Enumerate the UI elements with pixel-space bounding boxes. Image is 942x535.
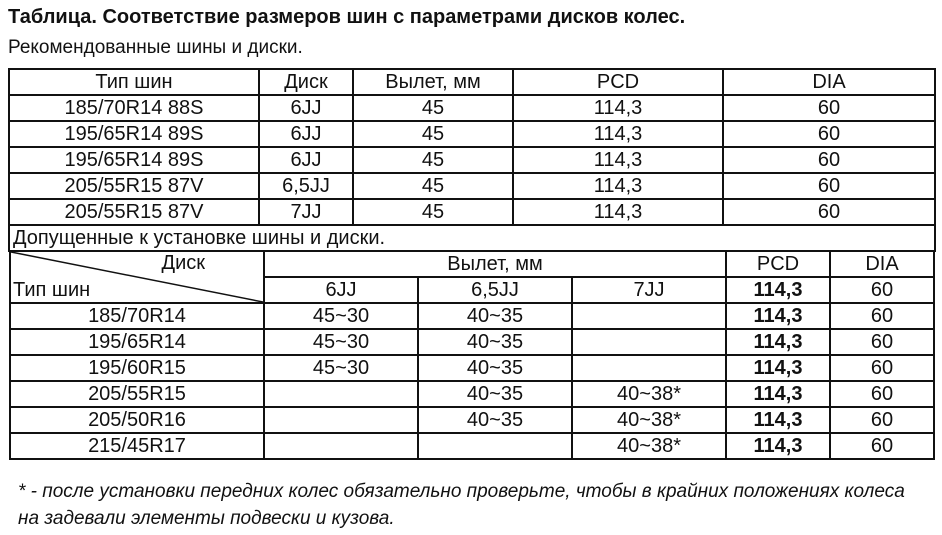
corner-disc-label: Диск [161,252,205,274]
table-cell: 6JJ [259,147,353,173]
offset-header: Вылет, мм [264,251,726,277]
table-cell: 60 [723,95,935,121]
table-cell [572,329,726,355]
page-subtitle: Рекомендованные шины и диски. [8,37,303,58]
table-cell: 60 [723,121,935,147]
section-title: Допущенные к установке шины и диски. [9,225,935,251]
dia-header: DIA [830,251,934,277]
table-cell [264,433,418,459]
table-cell: 60 [723,147,935,173]
table-cell: 60 [723,173,935,199]
table-cell: 60 [723,199,935,225]
table-cell: 40~35 [418,381,572,407]
table-cell: 205/55R15 [10,381,264,407]
table-cell: 60 [830,303,934,329]
table-cell: 114,3 [726,433,830,459]
column-header: Диск [259,69,353,95]
table-cell: 40~38* [572,407,726,433]
table-cell: 195/65R14 89S [9,121,259,147]
table-cell: 7JJ [259,199,353,225]
table-cell: 114,3 [726,355,830,381]
allowed-table-wrapper [9,251,935,460]
table-cell: 40~35 [418,355,572,381]
table-cell: 40~38* [572,381,726,407]
table-cell: 195/60R15 [10,355,264,381]
table-cell: 185/70R14 88S [9,95,259,121]
table-cell: 45 [353,121,513,147]
column-header: DIA [723,69,935,95]
table-row [10,381,934,407]
pcd-value: 114,3 [726,277,830,303]
table-cell: 195/65R14 [10,329,264,355]
table-row [10,355,934,381]
table-cell [264,381,418,407]
table-row [9,173,935,199]
table-cell: 205/50R16 [10,407,264,433]
table-row [9,199,935,225]
table-cell: 114,3 [726,303,830,329]
table-cell: 215/45R17 [10,433,264,459]
table-cell: 45~30 [264,329,418,355]
table-cell: 114,3 [726,407,830,433]
table-cell: 60 [830,433,934,459]
table-cell: 114,3 [726,329,830,355]
column-header: Вылет, мм [353,69,513,95]
table-cell: 205/55R15 87V [9,173,259,199]
table-cell [264,407,418,433]
disc-size-header: 6JJ [264,277,418,303]
disc-size-header: 6,5JJ [418,277,572,303]
section-row [9,225,935,251]
table-cell: 6JJ [259,121,353,147]
header-row [9,69,935,95]
disc-size-header: 7JJ [572,277,726,303]
footnote: * - после установки передних колес обязательно проверьте, чтобы в крайних положениях колеса на задевали элементы подвески и кузова. [18,481,905,529]
pcd-header: PCD [726,251,830,277]
table-row [10,303,934,329]
table-cell: 60 [830,329,934,355]
table-cell: 6JJ [259,95,353,121]
table-cell [572,355,726,381]
table-cell: 114,3 [513,199,723,225]
column-header: Тип шин [9,69,259,95]
dia-value: 60 [830,277,934,303]
diagonal-header-cell [10,251,264,303]
table-cell: 205/55R15 87V [9,199,259,225]
allowed-table [9,251,935,460]
table-cell: 114,3 [726,381,830,407]
table-cell: 114,3 [513,121,723,147]
table-row [10,433,934,459]
table-row [10,329,934,355]
column-header: PCD [513,69,723,95]
allowed-wrapper-row [9,251,935,460]
table-cell: 114,3 [513,147,723,173]
table-cell: 60 [830,381,934,407]
table-cell: 185/70R14 [10,303,264,329]
corner-tire-label: Тип шин [13,279,91,301]
table-cell: 45 [353,147,513,173]
table-cell [572,303,726,329]
table-row [9,147,935,173]
table-cell: 40~35 [418,303,572,329]
table-cell: 114,3 [513,173,723,199]
allowed-header-row [10,251,934,277]
table-cell: 40~38* [572,433,726,459]
table-row [9,121,935,147]
table-cell: 60 [830,355,934,381]
table-row [10,407,934,433]
table-cell: 195/65R14 89S [9,147,259,173]
table-cell: 6,5JJ [259,173,353,199]
table-cell: 45 [353,173,513,199]
page-title: Таблица. Соответствие размеров шин с параметрами дисков колес. [8,6,686,28]
table-cell: 40~35 [418,329,572,355]
table-cell: 45~30 [264,303,418,329]
table-row [9,95,935,121]
table-cell: 60 [830,407,934,433]
table-cell: 45 [353,199,513,225]
table-cell [418,433,572,459]
tire-disc-table [8,68,936,460]
table-cell: 45 [353,95,513,121]
table-cell: 114,3 [513,95,723,121]
table-cell: 45~30 [264,355,418,381]
table-cell: 40~35 [418,407,572,433]
